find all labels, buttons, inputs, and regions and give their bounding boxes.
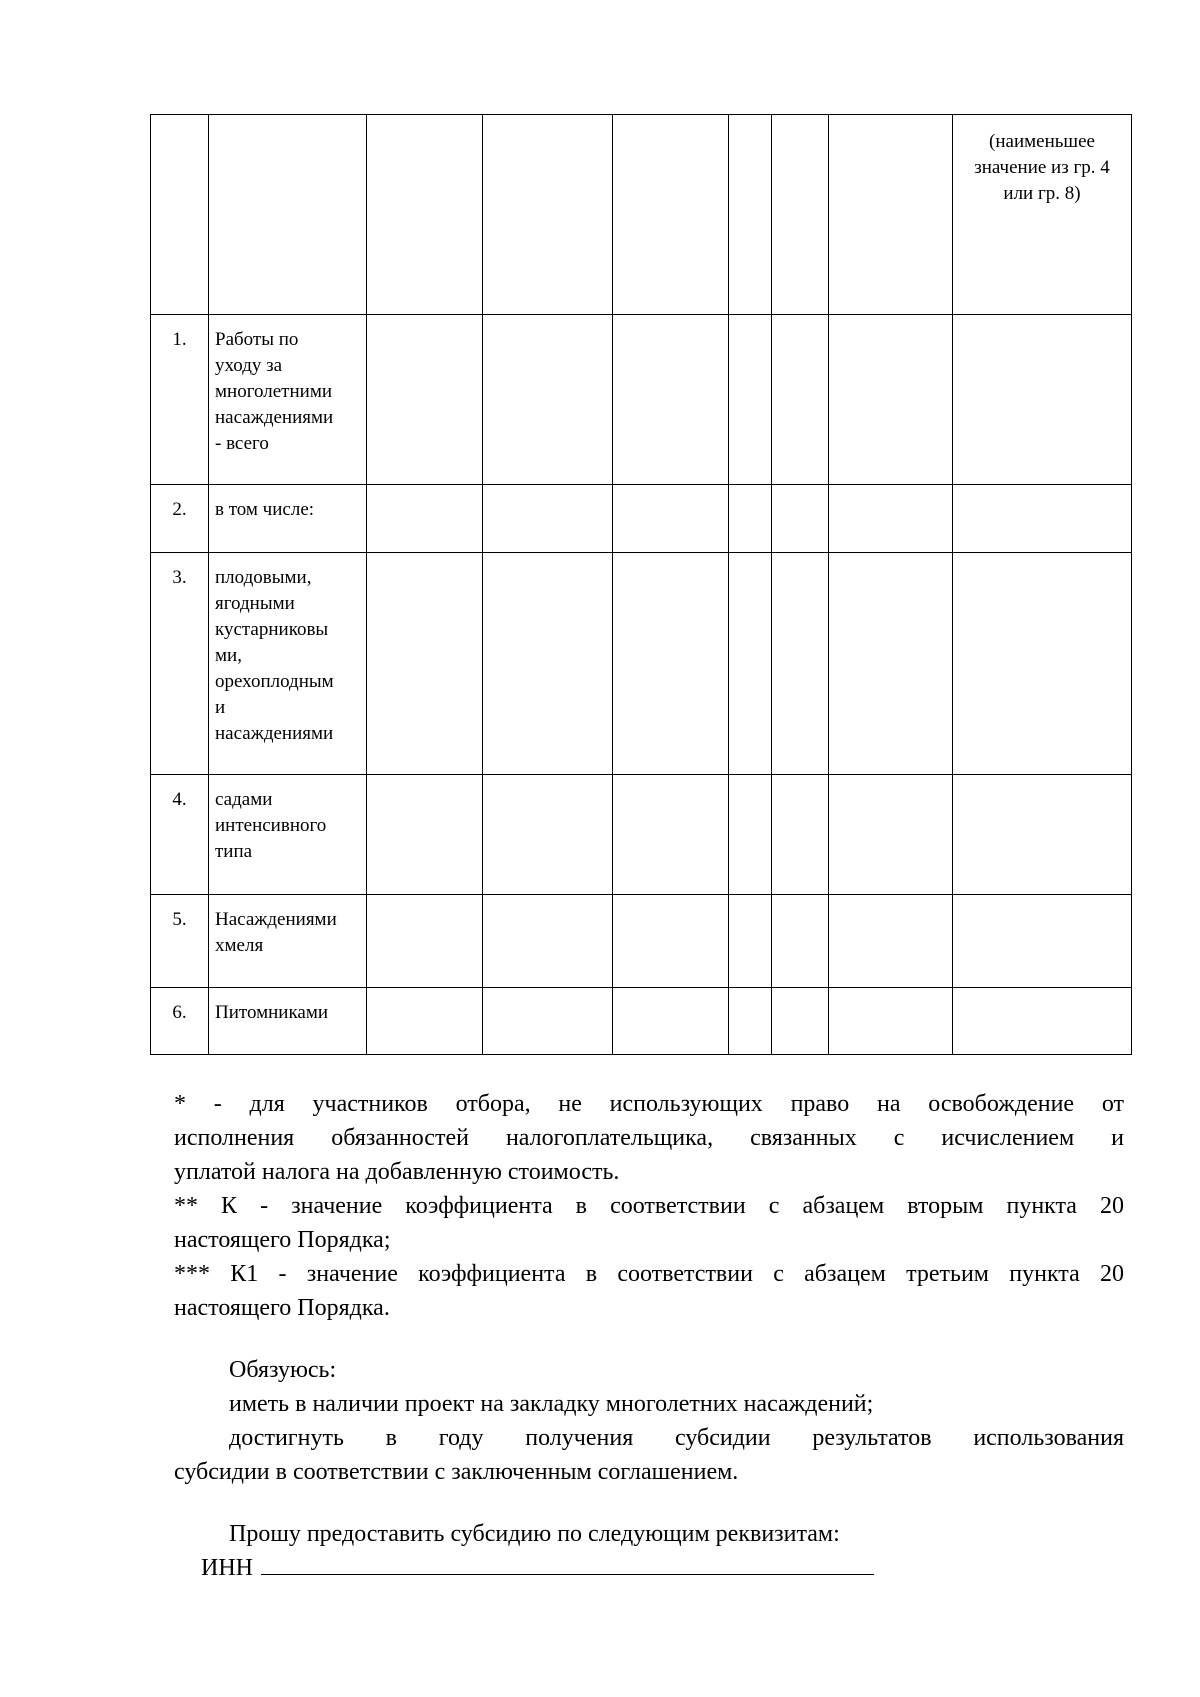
obligation-item-2-line-1: достигнуть в году получения субсидии результатов использования [229,1425,1124,1451]
row-label: в том числе: [209,485,367,553]
table-row [151,485,1132,553]
table-row [151,775,1132,895]
footnote-2-line-1: ** К - значение коэффициента в соответствии с абзацем вторым пункта 20 [174,1193,1124,1219]
row-label: плодовыми, ягодными кустарниковы ми, орехоплодным и насаждениями [209,553,367,775]
table-row [151,988,1132,1055]
row-number: 3. [151,553,209,775]
footnote-2-line-2: настоящего Порядка; [174,1227,391,1253]
footnote-3-line-1: *** К1 - значение коэффициента в соответствии с абзацем третьим пункта 20 [174,1261,1124,1287]
row-label: садами интенсивного типа [209,775,367,895]
row-label: Насаждениями хмеля [209,895,367,988]
table-row [151,895,1132,988]
obligation-item-2-line-2: субсидии в соответствии с заключенным соглашением. [174,1459,739,1485]
subsidy-table [150,114,1132,1055]
row-label: Питомниками [209,988,367,1055]
row-number: 5. [151,895,209,988]
header-note: (наименьшее значение из гр. 4 или гр. 8) [953,115,1132,315]
table-header-row [151,115,1132,315]
inn-input-line[interactable] [261,1552,874,1575]
footnote-1-line-3: уплатой налога на добавленную стоимость. [174,1159,620,1185]
row-number: 4. [151,775,209,895]
table-row [151,553,1132,775]
row-number: 6. [151,988,209,1055]
table-row [151,315,1132,485]
obligations-heading: Обязуюсь: [229,1357,337,1383]
footnote-1-line-2: исполнения обязанностей налогоплательщика, связанных с исчислением и [174,1125,1124,1151]
footnote-3-line-2: настоящего Порядка. [174,1295,390,1321]
inn-label: ИНН [201,1555,253,1581]
row-number: 2. [151,485,209,553]
row-number: 1. [151,315,209,485]
inn-row [201,1551,1101,1585]
request-text: Прошу предоставить субсидию по следующим реквизитам: [229,1521,840,1547]
row-label: Работы по уходу за многолетними насаждениями - всего [209,315,367,485]
obligation-item-1: иметь в наличии проект на закладку многолетних насаждений; [229,1391,874,1417]
footnote-1-line-1: * - для участников отбора, не использующих право на освобождение от [174,1091,1124,1117]
